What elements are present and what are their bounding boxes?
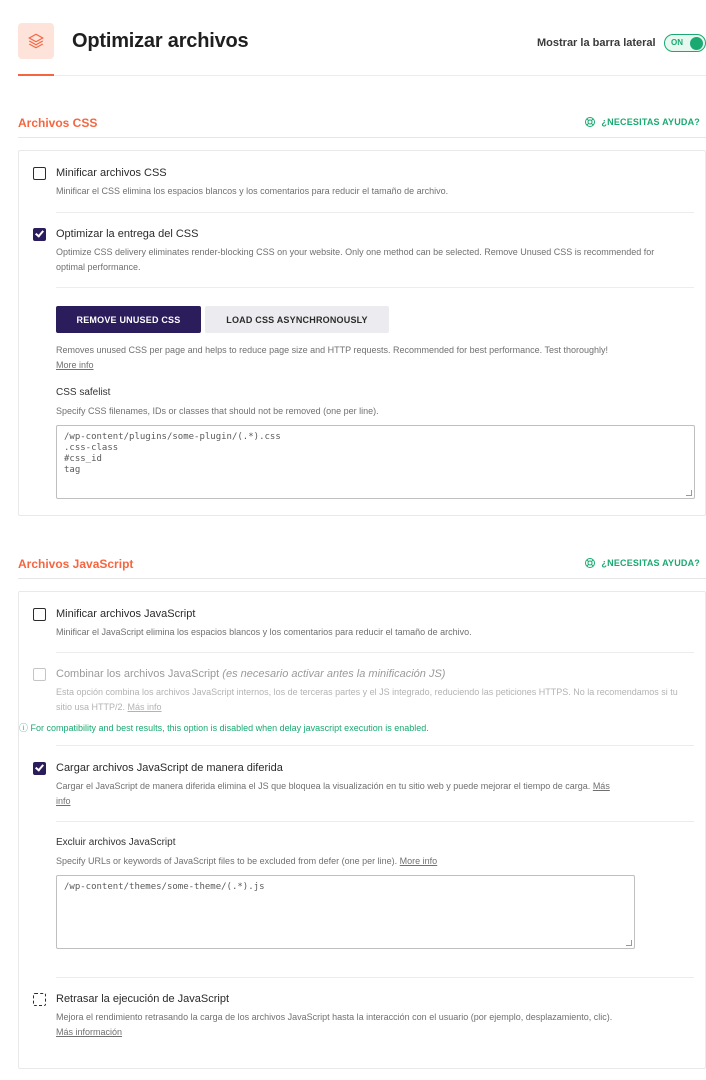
divider (56, 287, 694, 288)
css-safelist-title: CSS safelist (56, 387, 111, 398)
divider (56, 821, 694, 822)
defer-js-label: Cargar archivos JavaScript de manera diferida (56, 762, 283, 774)
lifebuoy-icon (584, 557, 596, 569)
toggle-state: ON (671, 38, 683, 47)
delay-js-more-link[interactable]: Más información (56, 1027, 123, 1037)
optimize-css-desc: Optimize CSS delivery eliminates render-blocking CSS on your website. Only one method can be selected. Remove Unused CSS is recommended for optimal performance. (56, 247, 655, 272)
header-underline (18, 74, 54, 76)
sidebar-toggle-label: Mostrar la barra lateral (537, 37, 656, 49)
method-more-info-link[interactable]: More info (56, 360, 94, 370)
method-desc (56, 343, 696, 373)
minify-js-label: Minificar archivos JavaScript (56, 608, 196, 620)
header-divider (54, 75, 706, 76)
divider (56, 745, 694, 746)
combine-js-checkbox[interactable] (33, 668, 46, 681)
minify-js-checkbox[interactable] (33, 608, 46, 621)
js-options-card (18, 591, 706, 1069)
layers-icon (18, 23, 54, 59)
js-section-rule (18, 578, 706, 579)
minify-css-desc: Minificar el CSS elimina los espacios blancos y los comentarios para reducir el tamaño de archivo. (56, 186, 449, 196)
combine-js-notice-text: For compatibility and best results, this option is disabled when delay javascript execution is enabled. (30, 723, 429, 733)
js-section-title: Archivos JavaScript (18, 557, 134, 571)
minify-css-checkbox[interactable] (33, 167, 46, 180)
css-help-label: ¿NECESITAS AYUDA? (601, 117, 700, 127)
css-section-title: Archivos CSS (18, 116, 98, 130)
delay-js-checkbox[interactable] (33, 993, 46, 1006)
js-help-label: ¿NECESITAS AYUDA? (601, 558, 700, 568)
delay-js-desc (56, 1010, 696, 1040)
defer-more-word1: Más (592, 781, 610, 791)
exclude-js-desc-text: Specify URLs or keywords of JavaScript files to be excluded from defer (one per line). (56, 856, 398, 866)
exclude-js-more-link[interactable]: More info (399, 856, 438, 866)
checkmark-icon (35, 228, 44, 237)
css-safelist-textarea[interactable]: /wp-content/plugins/some-plugin/(.*).css .css-class #css_id tag (56, 425, 695, 499)
combine-js-desc-text: Esta opción combina los archivos JavaScript internos, los de terceras partes y el JS integrado, reduciendo las peticiones HTTPS. No la recomendamos si tu sitio usa HTTP/2. (56, 687, 678, 712)
method-desc-text: Removes unused CSS per page and helps to reduce page size and HTTP requests. Recommended for best performance. Test thoroughly! (56, 345, 608, 355)
css-section-rule (18, 137, 706, 138)
delay-js-desc-text: Mejora el rendimiento retrasando la carga de los archivos JavaScript hasta la interacción con el usuario (por ejemplo, desplazamiento, clic). (56, 1012, 613, 1022)
divider (56, 652, 694, 653)
checkmark-icon (35, 762, 44, 771)
combine-js-label (56, 668, 445, 680)
divider (56, 212, 694, 213)
css-options-card (18, 150, 706, 516)
combine-js-desc (56, 685, 696, 715)
optimize-css-label: Optimizar la entrega del CSS (56, 228, 199, 240)
defer-more-word2: info (56, 796, 71, 806)
defer-js-checkbox[interactable] (33, 762, 46, 775)
load-css-async-button[interactable]: LOAD CSS ASYNCHRONOUSLY (205, 306, 389, 333)
defer-js-desc-text: Cargar el JavaScript de manera diferida elimina el JS que bloquea la visualización en tu sitio web y puede mejorar el tiempo de carga. (56, 781, 591, 791)
optimize-css-checkbox[interactable] (33, 228, 46, 241)
combine-js-more-link[interactable]: Más info (127, 702, 162, 712)
exclude-js-title: Excluir archivos JavaScript (56, 837, 176, 848)
delay-js-label: Retrasar la ejecución de JavaScript (56, 993, 230, 1005)
exclude-js-textarea[interactable]: /wp-content/themes/some-theme/(.*).js (56, 875, 635, 949)
css-safelist-desc: Specify CSS filenames, IDs or classes that should not be removed (one per line). (56, 406, 379, 416)
combine-js-label-note: (es necesario activar antes la minificación JS) (222, 668, 446, 680)
minify-css-label: Minificar archivos CSS (56, 167, 167, 179)
resize-handle-icon[interactable] (626, 940, 632, 946)
js-help-link[interactable] (584, 557, 700, 569)
combine-js-notice (19, 721, 429, 734)
divider (56, 977, 694, 978)
page-header (0, 0, 706, 78)
exclude-js-desc (56, 854, 696, 869)
minify-js-desc: Minificar el JavaScript elimina los espacios blancos y los comentarios para reducir el tamaño de archivo. (56, 627, 472, 637)
info-icon: ⓘ (19, 723, 29, 733)
toggle-knob (690, 37, 703, 50)
combine-js-label-text: Combinar los archivos JavaScript (56, 668, 220, 680)
page-title: Optimizar archivos (72, 30, 249, 52)
lifebuoy-icon (584, 116, 596, 128)
defer-js-desc (56, 779, 696, 809)
sidebar-toggle[interactable] (664, 34, 706, 52)
css-help-link[interactable] (584, 116, 700, 128)
remove-unused-css-button[interactable]: REMOVE UNUSED CSS (56, 306, 201, 333)
resize-handle-icon[interactable] (686, 490, 692, 496)
